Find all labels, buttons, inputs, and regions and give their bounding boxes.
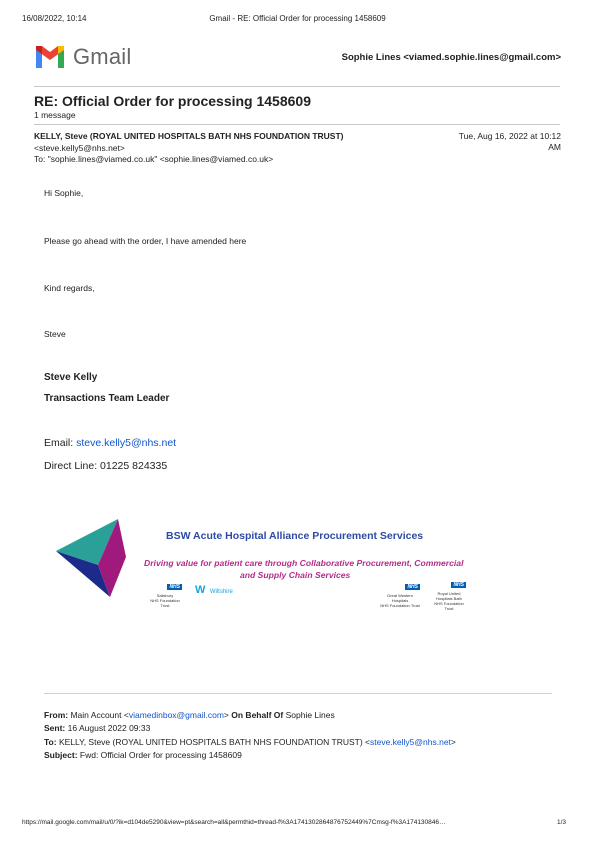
ruh-nhs-badge: NHS <box>453 582 464 588</box>
gmail-logo-text: Gmail <box>73 44 132 69</box>
signature-direct-line: Direct Line: 01225 824335 <box>44 460 168 472</box>
forward-to-value: KELLY, Steve (ROYAL UNITED HOSPITALS BATH NHS FOUNDATION TRUST) < <box>58 737 370 747</box>
forward-subject-value: Fwd: Official Order for processing 1458609 <box>79 750 242 760</box>
forward-to-label: To: <box>44 737 57 747</box>
message-date <box>401 131 561 153</box>
gwh-logo <box>380 575 420 608</box>
forward-divider <box>44 693 552 694</box>
gwh-name: Great Western Hospitals <box>387 593 413 603</box>
gmail-logo-icon <box>34 44 66 68</box>
signature-email-label: Email: <box>44 437 74 449</box>
body-text: Please go ahead with the order, I have amended here <box>44 236 247 246</box>
forward-behalf-value: Sophie Lines <box>285 710 335 720</box>
salisbury-name: Salisbury <box>156 593 174 598</box>
message-date-line1: Tue, Aug 16, 2022 at 10:12 <box>458 131 561 141</box>
forward-from-row <box>44 710 335 720</box>
ruh-name: Royal United Hospitals Bath <box>436 591 462 601</box>
salisbury-nhs-badge: NHS <box>169 584 180 590</box>
banner-tagline-1: Driving value for patient care through Collaborative Procurement, Commercial <box>144 558 464 568</box>
footer-url: https://mail.google.com/mail/u/0/?ik=d104de5290&view=pt&search=all&permthid=thread-f%3A1741302864876752449%7Cmsg-f%3A174130846… <box>22 819 446 826</box>
signature-email-row <box>44 437 176 449</box>
forward-sent-label: Sent: <box>44 723 66 733</box>
print-title: Gmail - RE: Official Order for processing 1458609 <box>209 14 386 23</box>
wiltshire-logo <box>195 580 233 596</box>
message-date-line2: AM <box>548 142 561 152</box>
sender-name: KELLY, Steve (ROYAL UNITED HOSPITALS BATH NHS FOUNDATION TRUST) <box>34 131 344 141</box>
forward-behalf-label: On Behalf Of <box>231 710 284 720</box>
signature-title: Transactions Team Leader <box>44 393 170 404</box>
message-count: 1 message <box>34 110 76 120</box>
salisbury-logo <box>148 575 182 608</box>
banner-tagline-2: and Supply Chain Services <box>240 570 351 580</box>
forward-sent-row <box>44 723 150 733</box>
forward-subject-label: Subject: <box>44 750 78 760</box>
gwh-nhs-badge: NHS <box>407 584 418 590</box>
ruh-logo <box>432 573 466 611</box>
gwh-sub: NHS Foundation Trust <box>380 603 420 608</box>
header-divider <box>34 86 560 87</box>
sender-email: <steve.kelly5@nhs.net> <box>34 143 125 153</box>
thread-divider <box>34 124 560 125</box>
account-label: Sophie Lines <viamed.sophie.lines@gmail.com> <box>341 52 561 63</box>
forward-to-close: > <box>450 737 456 747</box>
footer-page-number: 1/3 <box>557 819 567 826</box>
forward-sent-value: 16 August 2022 09:33 <box>67 723 151 733</box>
ruh-sub: NHS Foundation Trust <box>434 601 464 611</box>
sign-name: Steve <box>44 329 66 339</box>
forward-from-email-link[interactable]: viamedinbox@gmail.com <box>128 710 224 720</box>
print-datetime: 16/08/2022, 10:14 <box>22 14 87 23</box>
triangle-logo-icon <box>54 517 140 599</box>
forward-from-value: Main Account < <box>70 710 129 720</box>
wiltshire-mark-icon: W <box>195 584 206 596</box>
salisbury-sub: NHS Foundation Trust <box>150 598 180 608</box>
closing: Kind regards, <box>44 283 95 293</box>
forward-to-email-link[interactable]: steve.kelly5@nhs.net <box>370 737 451 747</box>
signature-name: Steve Kelly <box>44 372 98 383</box>
forward-from-label: From: <box>44 710 69 720</box>
thread-subject: RE: Official Order for processing 1458609 <box>34 93 311 109</box>
forward-subject-row <box>44 750 242 760</box>
recipient-line: To: "sophie.lines@viamed.co.uk" <sophie.lines@viamed.co.uk> <box>34 154 274 164</box>
wiltshire-name: Wiltshire <box>209 589 233 595</box>
banner-title: BSW Acute Hospital Alliance Procurement Services <box>166 530 424 542</box>
forward-to-row <box>44 737 456 747</box>
forward-from-close: > <box>223 710 229 720</box>
signature-email-link[interactable]: steve.kelly5@nhs.net <box>76 437 177 449</box>
greeting: Hi Sophie, <box>44 188 84 198</box>
